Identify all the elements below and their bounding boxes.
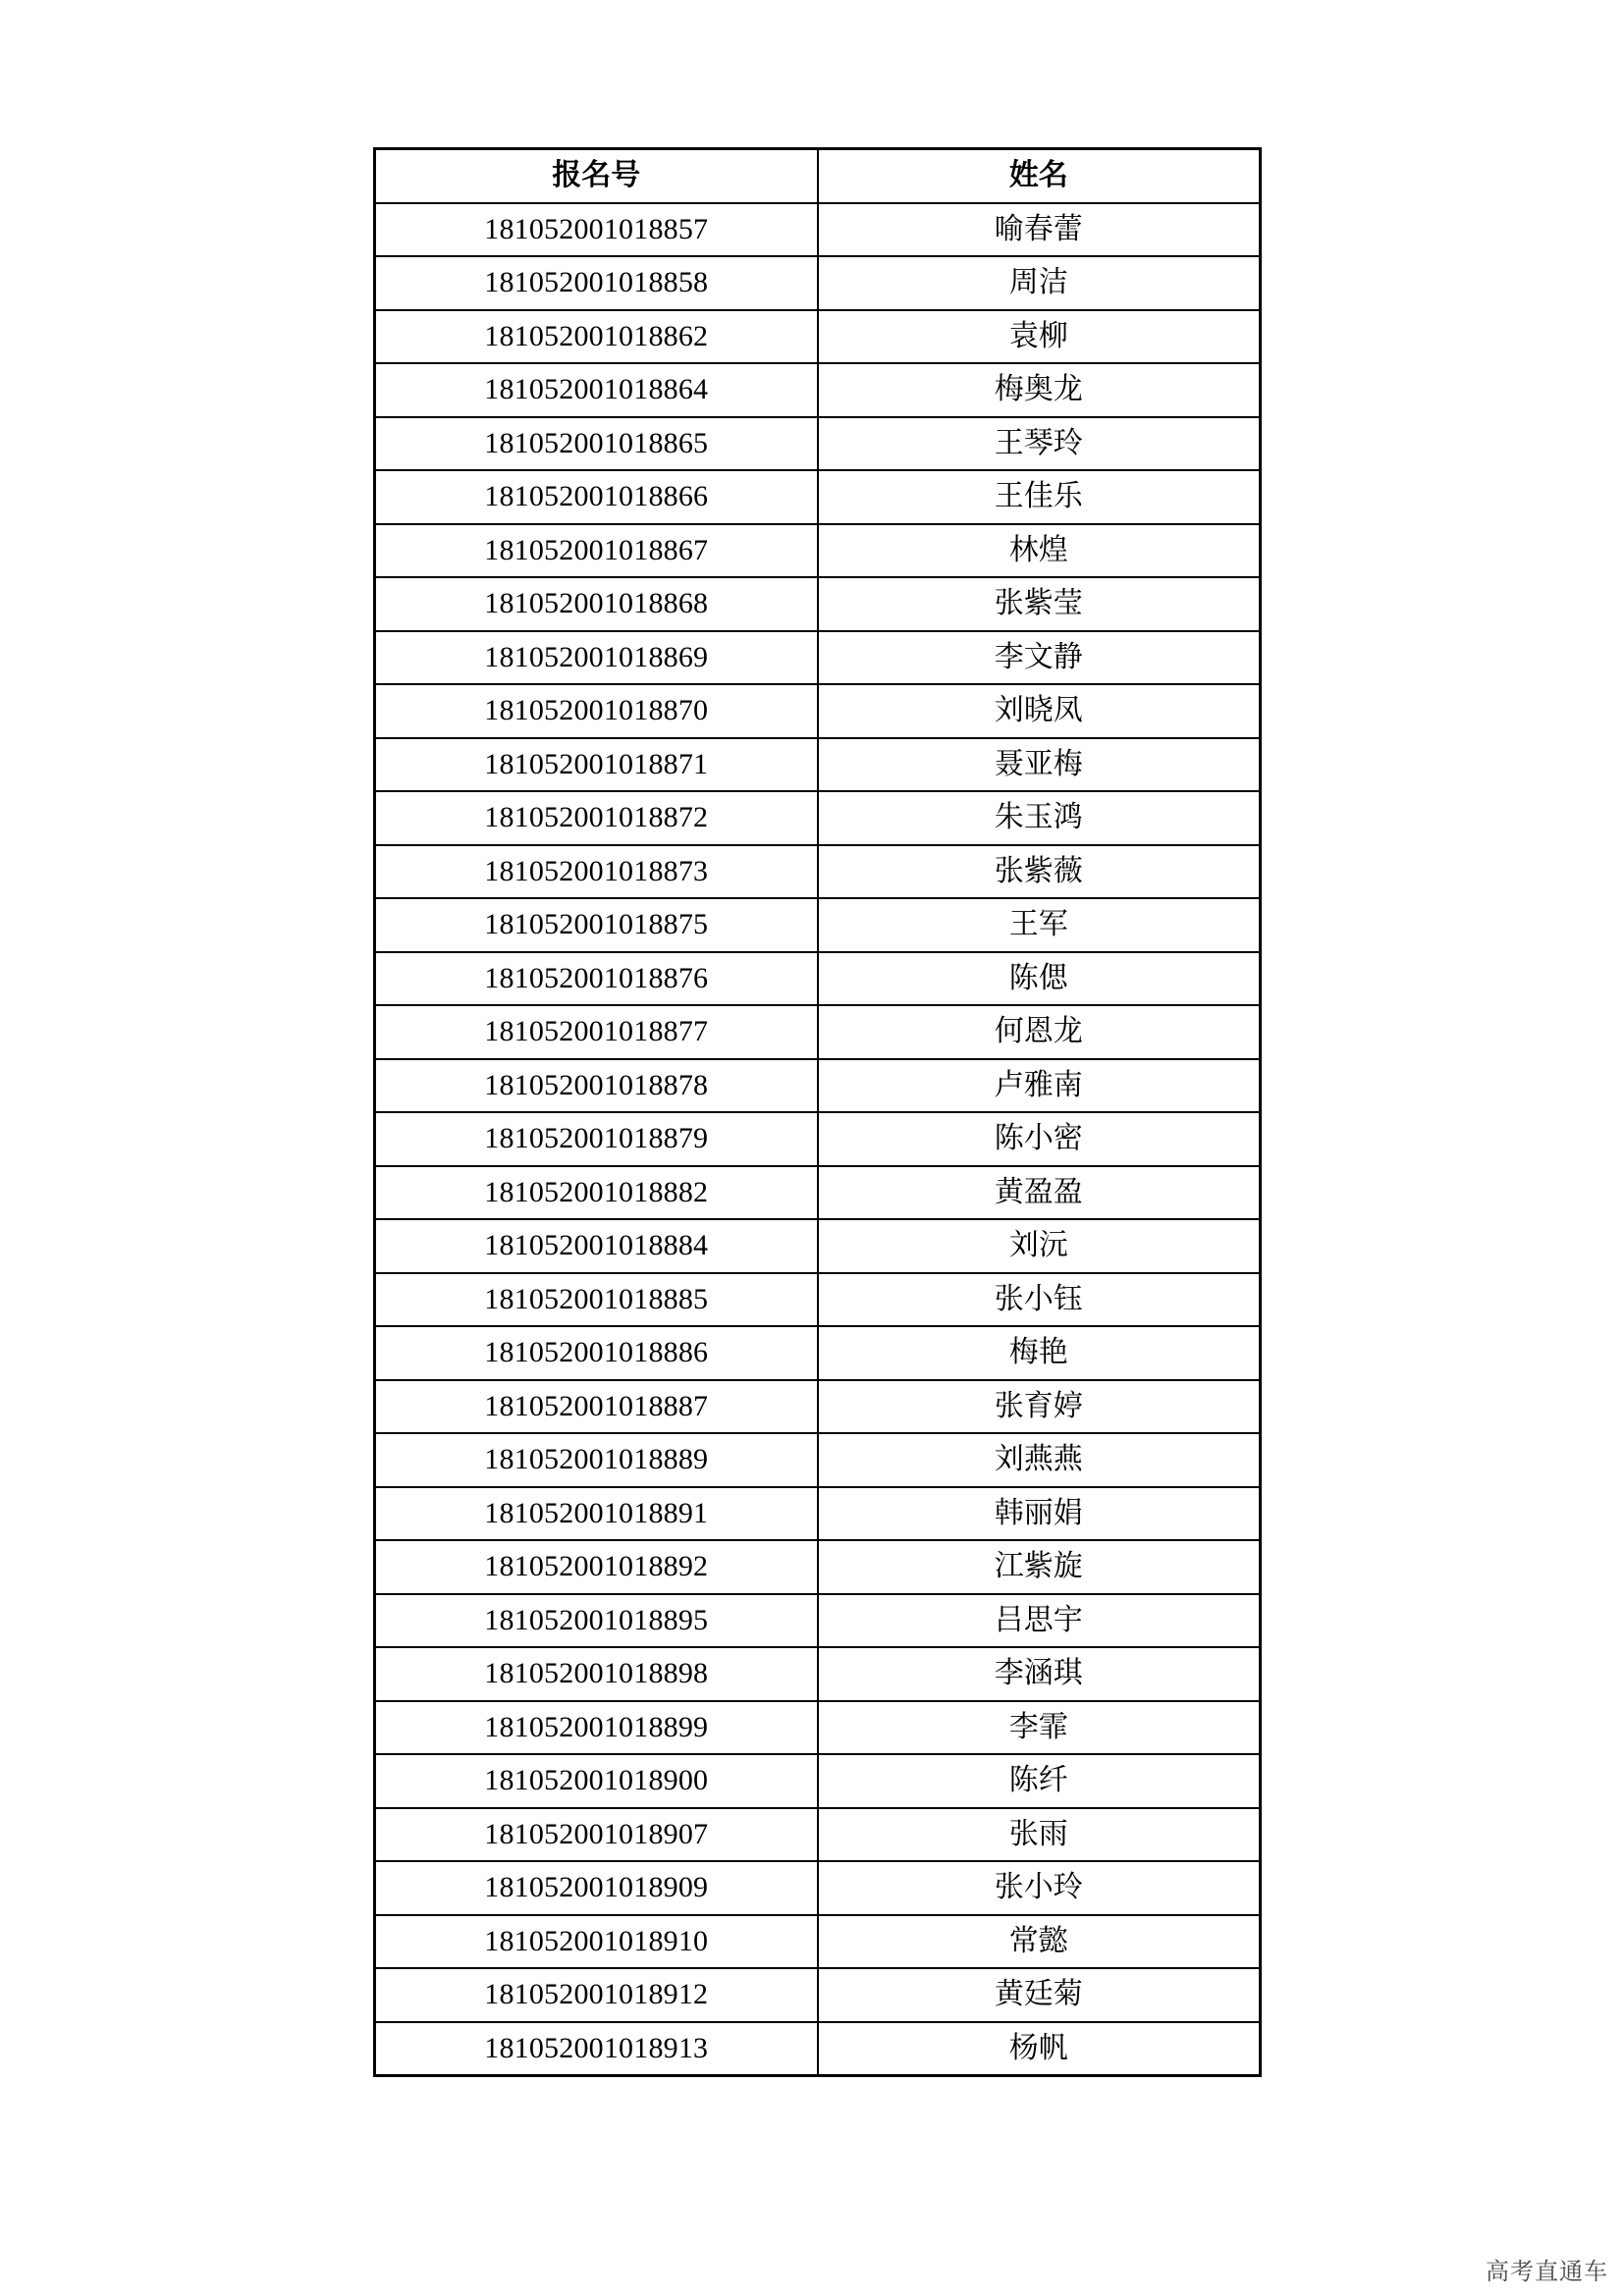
name-cell: 杨帆 bbox=[818, 2022, 1261, 2076]
registration-number-cell: 181052001018871 bbox=[375, 738, 818, 792]
name-cell: 常懿 bbox=[818, 1915, 1261, 1969]
registration-number-cell: 181052001018898 bbox=[375, 1647, 818, 1701]
name-cell: 喻春蕾 bbox=[818, 203, 1261, 257]
registration-number-cell: 181052001018882 bbox=[375, 1166, 818, 1220]
table-row bbox=[375, 310, 1261, 364]
table-header bbox=[375, 149, 1261, 203]
registration-number-cell: 181052001018872 bbox=[375, 791, 818, 845]
registration-number-cell: 181052001018864 bbox=[375, 363, 818, 417]
registration-number-cell: 181052001018862 bbox=[375, 310, 818, 364]
registration-number-cell: 181052001018912 bbox=[375, 1968, 818, 2022]
registration-number-cell: 181052001018865 bbox=[375, 417, 818, 471]
registration-number-cell: 181052001018858 bbox=[375, 256, 818, 310]
registration-number-cell: 181052001018910 bbox=[375, 1915, 818, 1969]
name-cell: 何恩龙 bbox=[818, 1005, 1261, 1059]
name-cell: 黄盈盈 bbox=[818, 1166, 1261, 1220]
table-row bbox=[375, 577, 1261, 631]
name-cell: 张育婷 bbox=[818, 1380, 1261, 1434]
registration-number-cell: 181052001018886 bbox=[375, 1326, 818, 1380]
table-body bbox=[375, 203, 1261, 2076]
table-row bbox=[375, 256, 1261, 310]
name-cell: 卢雅南 bbox=[818, 1059, 1261, 1113]
table-row bbox=[375, 1808, 1261, 1862]
table-row bbox=[375, 1433, 1261, 1487]
table-row bbox=[375, 363, 1261, 417]
table-row bbox=[375, 791, 1261, 845]
table-row bbox=[375, 1594, 1261, 1648]
name-cell: 张紫薇 bbox=[818, 845, 1261, 899]
name-cell: 刘沅 bbox=[818, 1219, 1261, 1273]
registration-number-cell: 181052001018892 bbox=[375, 1540, 818, 1594]
table-row bbox=[375, 1487, 1261, 1541]
registration-number-cell: 181052001018867 bbox=[375, 524, 818, 578]
registration-number-cell: 181052001018887 bbox=[375, 1380, 818, 1434]
registration-number-cell: 181052001018866 bbox=[375, 470, 818, 524]
table-row bbox=[375, 738, 1261, 792]
name-cell: 韩丽娟 bbox=[818, 1487, 1261, 1541]
registration-number-cell: 181052001018868 bbox=[375, 577, 818, 631]
name-cell: 林煌 bbox=[818, 524, 1261, 578]
header-name: 姓名 bbox=[818, 149, 1261, 203]
name-cell: 李霏 bbox=[818, 1701, 1261, 1755]
name-cell: 张小玲 bbox=[818, 1861, 1261, 1915]
registration-number-cell: 181052001018857 bbox=[375, 203, 818, 257]
name-cell: 李涵琪 bbox=[818, 1647, 1261, 1701]
name-cell: 朱玉鸿 bbox=[818, 791, 1261, 845]
table-row bbox=[375, 1166, 1261, 1220]
table-row bbox=[375, 1647, 1261, 1701]
registration-number-cell: 181052001018878 bbox=[375, 1059, 818, 1113]
registration-number-cell: 181052001018907 bbox=[375, 1808, 818, 1862]
registration-number-cell: 181052001018909 bbox=[375, 1861, 818, 1915]
header-registration-number: 报名号 bbox=[375, 149, 818, 203]
registration-number-cell: 181052001018876 bbox=[375, 952, 818, 1006]
table-row bbox=[375, 1754, 1261, 1808]
name-cell: 陈小密 bbox=[818, 1112, 1261, 1166]
name-cell: 梅艳 bbox=[818, 1326, 1261, 1380]
table-row bbox=[375, 631, 1261, 685]
registration-number-cell: 181052001018889 bbox=[375, 1433, 818, 1487]
registration-number-cell: 181052001018877 bbox=[375, 1005, 818, 1059]
registration-number-cell: 181052001018869 bbox=[375, 631, 818, 685]
table-row bbox=[375, 1059, 1261, 1113]
registration-number-cell: 181052001018895 bbox=[375, 1594, 818, 1648]
applicant-table bbox=[373, 147, 1262, 2077]
table-row bbox=[375, 417, 1261, 471]
table-row bbox=[375, 1219, 1261, 1273]
name-cell: 吕思宇 bbox=[818, 1594, 1261, 1648]
name-cell: 陈偲 bbox=[818, 952, 1261, 1006]
registration-number-cell: 181052001018891 bbox=[375, 1487, 818, 1541]
table-row bbox=[375, 1968, 1261, 2022]
registration-number-cell: 181052001018875 bbox=[375, 898, 818, 952]
table-row bbox=[375, 684, 1261, 738]
name-cell: 陈纤 bbox=[818, 1754, 1261, 1808]
table-row bbox=[375, 1540, 1261, 1594]
name-cell: 王佳乐 bbox=[818, 470, 1261, 524]
table-row bbox=[375, 1861, 1261, 1915]
table-row bbox=[375, 1701, 1261, 1755]
watermark-text: 高考直通车 bbox=[1486, 2258, 1608, 2285]
name-cell: 张紫莹 bbox=[818, 577, 1261, 631]
name-cell: 袁柳 bbox=[818, 310, 1261, 364]
registration-number-cell: 181052001018879 bbox=[375, 1112, 818, 1166]
table-row bbox=[375, 1112, 1261, 1166]
registration-number-cell: 181052001018899 bbox=[375, 1701, 818, 1755]
name-cell: 张雨 bbox=[818, 1808, 1261, 1862]
registration-number-cell: 181052001018900 bbox=[375, 1754, 818, 1808]
name-cell: 张小钰 bbox=[818, 1273, 1261, 1327]
registration-number-cell: 181052001018913 bbox=[375, 2022, 818, 2076]
table-row bbox=[375, 1005, 1261, 1059]
name-cell: 梅奥龙 bbox=[818, 363, 1261, 417]
table-row bbox=[375, 1326, 1261, 1380]
header-row bbox=[375, 149, 1261, 203]
registration-number-cell: 181052001018870 bbox=[375, 684, 818, 738]
table-row bbox=[375, 1380, 1261, 1434]
table-row bbox=[375, 845, 1261, 899]
table-row bbox=[375, 1273, 1261, 1327]
table-row bbox=[375, 203, 1261, 257]
name-cell: 江紫旋 bbox=[818, 1540, 1261, 1594]
registration-number-cell: 181052001018873 bbox=[375, 845, 818, 899]
table-row bbox=[375, 2022, 1261, 2076]
table-row bbox=[375, 898, 1261, 952]
table-row bbox=[375, 470, 1261, 524]
name-cell: 王琴玲 bbox=[818, 417, 1261, 471]
name-cell: 刘燕燕 bbox=[818, 1433, 1261, 1487]
table-row bbox=[375, 952, 1261, 1006]
name-cell: 李文静 bbox=[818, 631, 1261, 685]
name-cell: 黄廷菊 bbox=[818, 1968, 1261, 2022]
name-cell: 刘晓凤 bbox=[818, 684, 1261, 738]
name-cell: 王军 bbox=[818, 898, 1261, 952]
name-cell: 聂亚梅 bbox=[818, 738, 1261, 792]
table-row bbox=[375, 1915, 1261, 1969]
registration-number-cell: 181052001018885 bbox=[375, 1273, 818, 1327]
registration-number-cell: 181052001018884 bbox=[375, 1219, 818, 1273]
name-cell: 周洁 bbox=[818, 256, 1261, 310]
table-row bbox=[375, 524, 1261, 578]
